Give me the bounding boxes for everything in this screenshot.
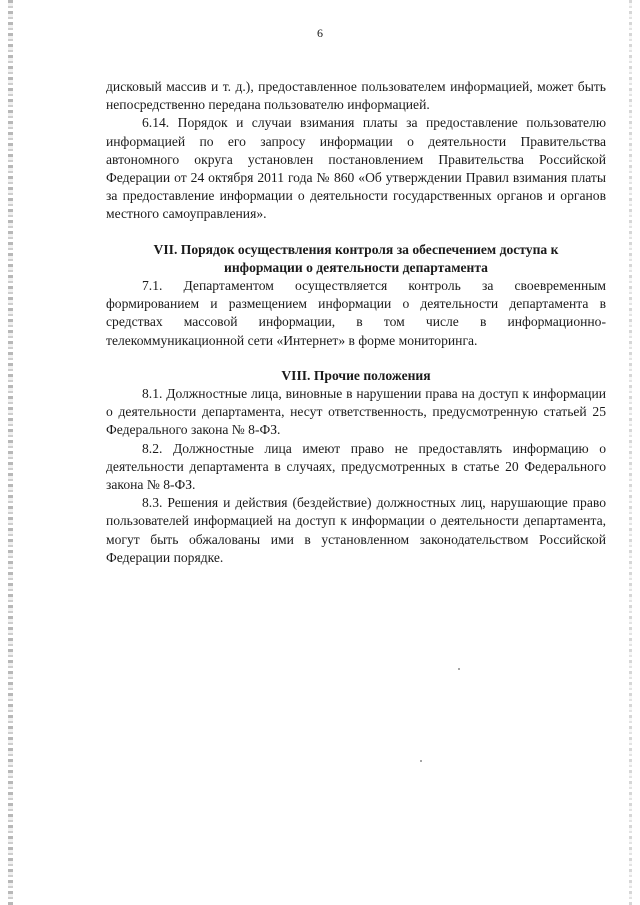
document-body bbox=[106, 78, 606, 567]
paragraph-continuation: дисковый массив и т. д.), предоставленное пользователем информацией, может быть непосредственно передана пользователю информацией. bbox=[106, 79, 606, 113]
paragraph-7-1: 7.1. Департаментом осуществляется контроль за своевременным формированием и размещением информации о деятельности департамента в средствах массовой информации, в том числе в информационно-телекоммуникационной сети «Интернет» в форме мониторинга. bbox=[106, 278, 606, 348]
scan-edge-left bbox=[8, 0, 13, 905]
scan-edge-right bbox=[629, 0, 632, 905]
paragraph-8-2: 8.2. Должностные лица имеют право не предоставлять информацию о деятельности департамента в случаях, предусмотренных в статье 20 Федерального закона № 8-ФЗ. bbox=[106, 440, 606, 493]
scan-speck bbox=[420, 760, 422, 762]
paragraph-6-14: 6.14. Порядок и случаи взимания платы за предоставление пользователю информацией по его запросу информации о деятельности Правительства автономного округа установлен постановлением Правительства Российской Федерации от 24 октября 2011 года № 860 «Об утверждении Правил взимания платы за предоставление информации о деятельности государственных органов и органов местного самоуправления». bbox=[106, 115, 606, 222]
page-number: 6 bbox=[317, 26, 323, 40]
scan-speck bbox=[458, 668, 460, 670]
paragraph-8-3: 8.3. Решения и действия (бездействие) должностных лиц, нарушающие право пользователей информацией на доступ к информации о деятельности департамента, могут быть обжалованы ими в установленном законодательством Российской Федерации порядке. bbox=[106, 495, 606, 565]
paragraph-8-1: 8.1. Должностные лица, виновные в нарушении права на доступ к информации о деятельности департамента, несут ответственность, предусмотренную статьей 25 Федерального закона № 8-ФЗ. bbox=[106, 386, 606, 438]
section-7-heading-line1: VII. Порядок осуществления контроля за обеспечением доступа к bbox=[153, 241, 559, 257]
section-7-heading-line2: информации о деятельности департамента bbox=[224, 259, 488, 275]
section-8-heading: VIII. Прочие положения bbox=[281, 367, 431, 383]
section-7-heading bbox=[106, 241, 606, 277]
